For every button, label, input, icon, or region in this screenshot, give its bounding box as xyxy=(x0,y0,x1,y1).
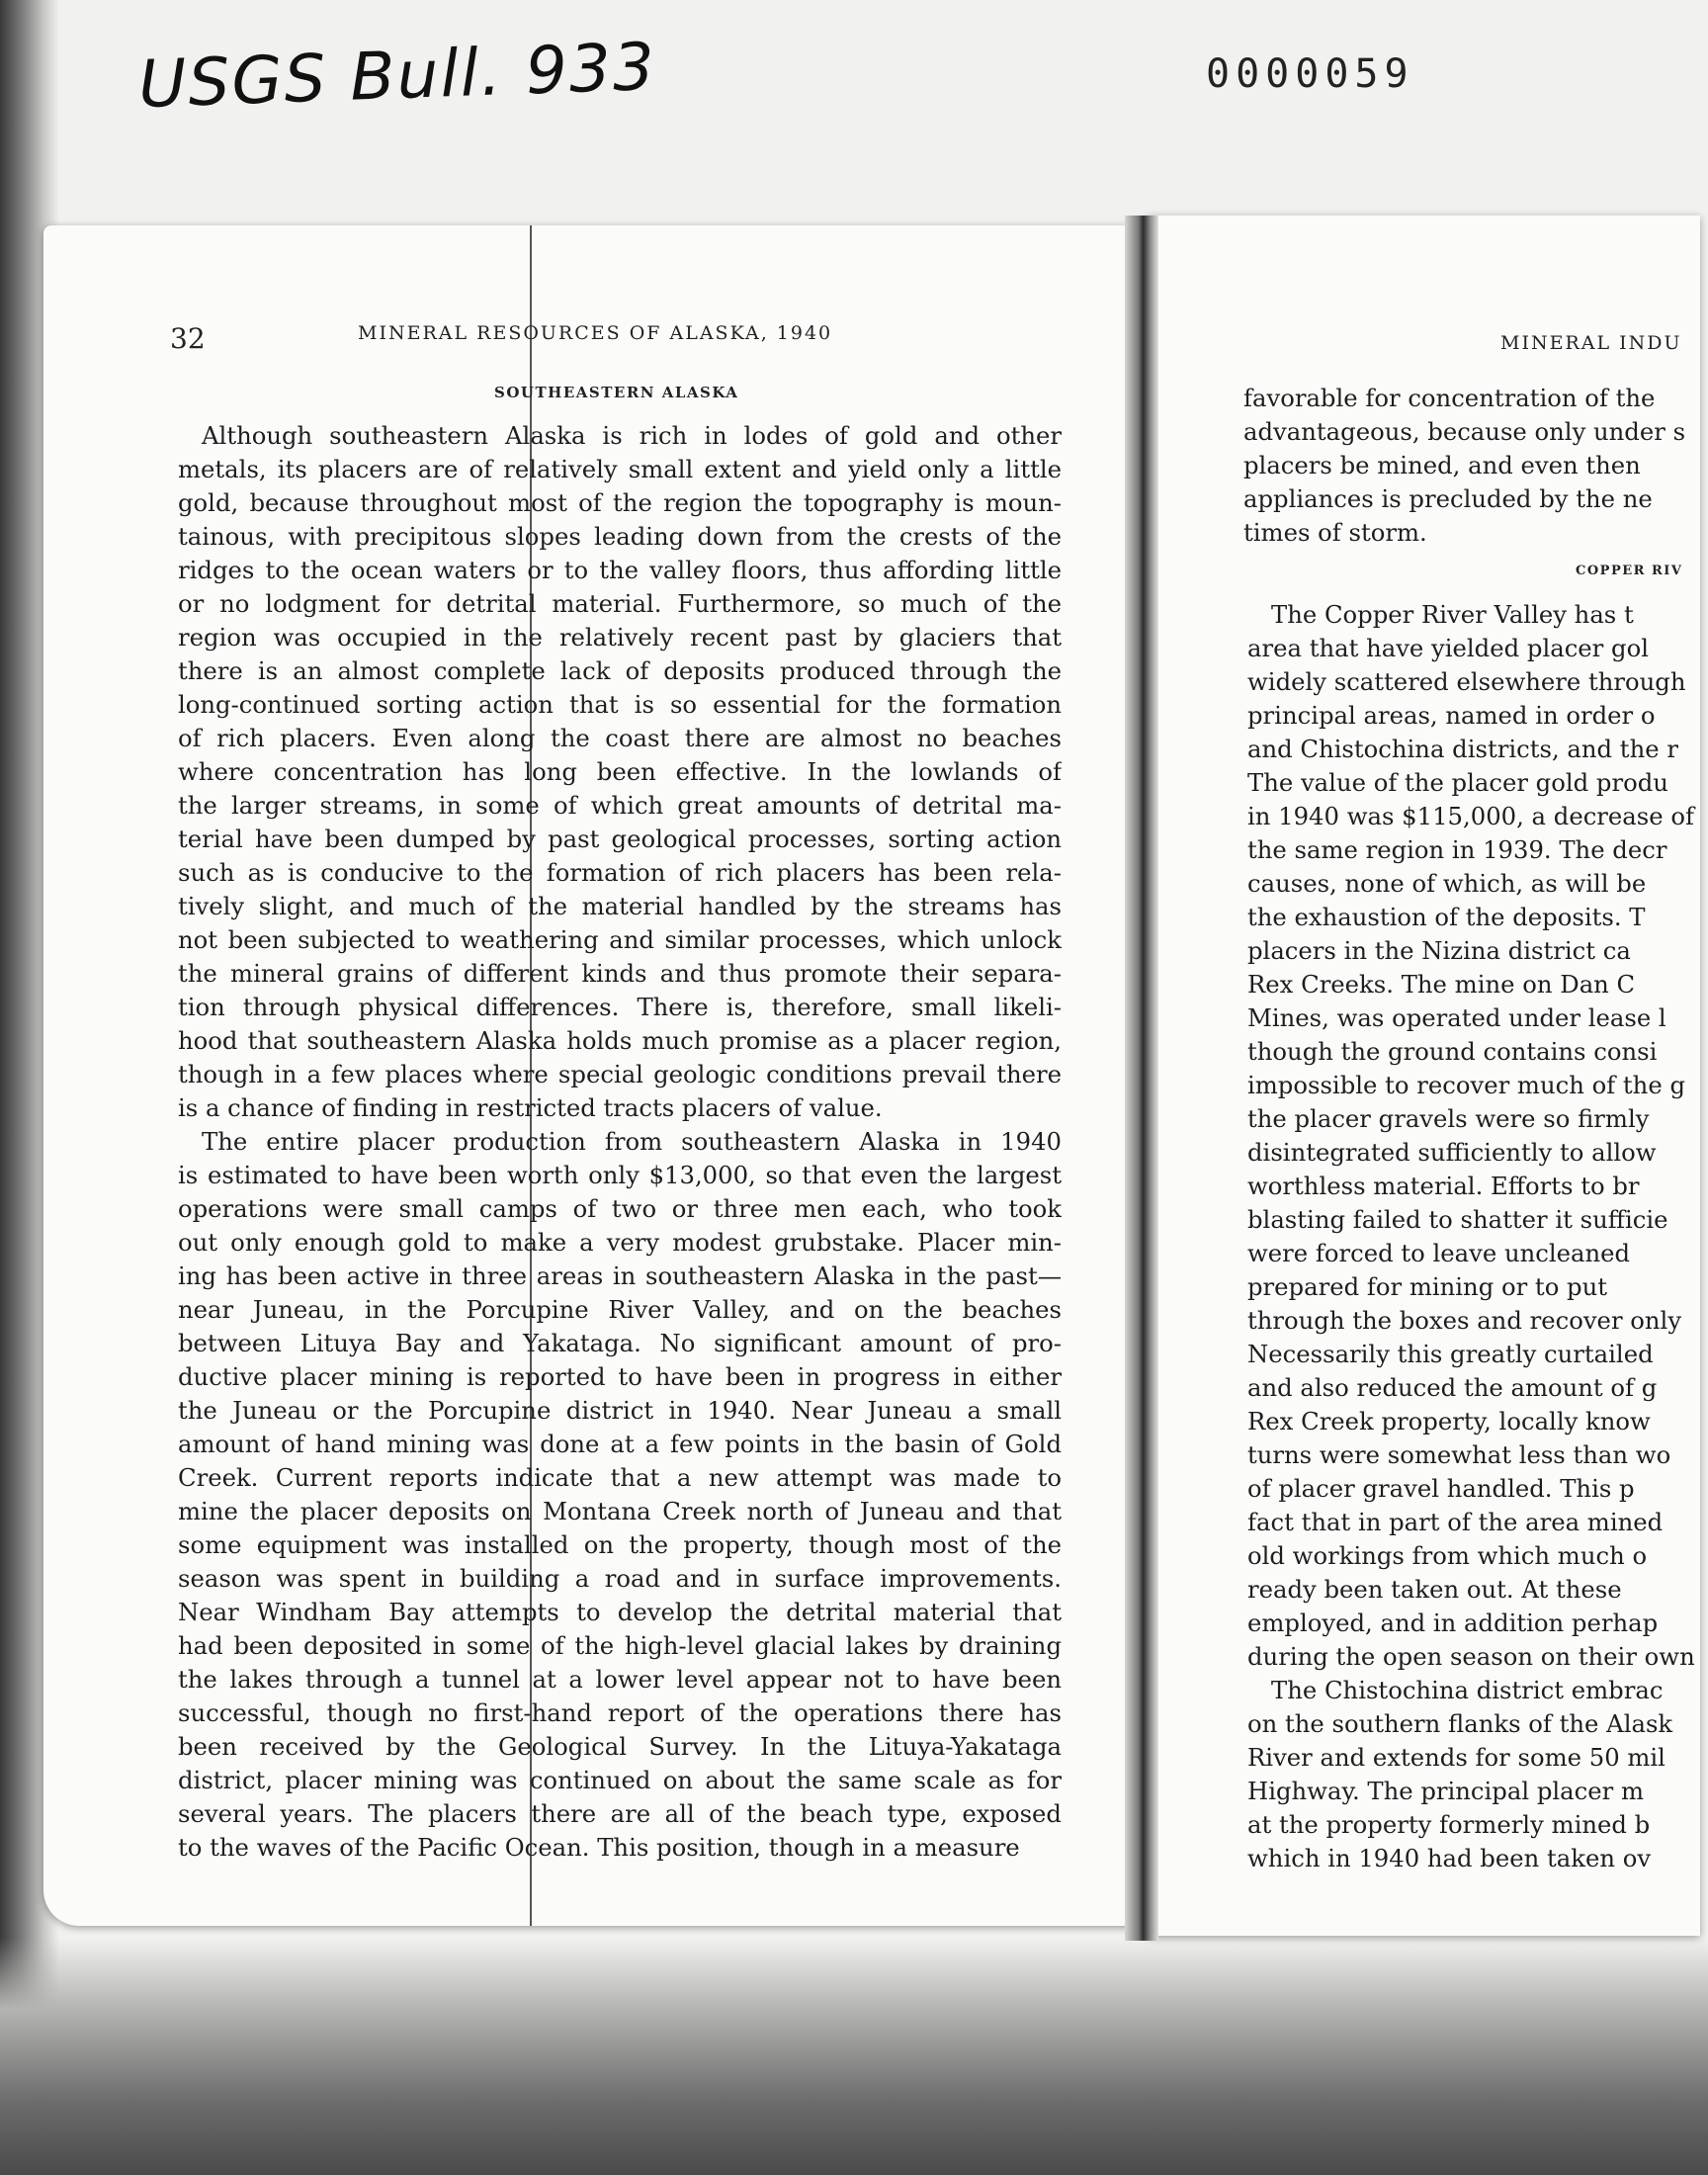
text-line: ductive placer mining is reported to have been in progress in either xyxy=(178,1362,1062,1391)
text-line: which in 1940 had been taken ov xyxy=(1247,1844,1652,1872)
text-line: region was occupied in the relatively recent past by glaciers that xyxy=(178,623,1062,652)
text-line: The Copper River Valley has t xyxy=(1271,600,1634,629)
text-line: at the property formerly mined b xyxy=(1247,1810,1651,1839)
text-line: prepared for mining or to put xyxy=(1247,1272,1608,1301)
document-stamp-number: 0000059 xyxy=(1206,51,1414,97)
text-line: favorable for concentration of the xyxy=(1243,384,1656,412)
text-line: principal areas, named in order o xyxy=(1247,701,1656,730)
text-line: Near Windham Bay attempts to develop the detrital material that xyxy=(178,1598,1062,1626)
text-line: ridges to the ocean waters or to the valley floors, thus affording little xyxy=(178,556,1062,584)
text-line: of rich placers. Even along the coast there are almost no beaches xyxy=(178,724,1062,752)
text-line: old workings from which much o xyxy=(1247,1541,1648,1570)
text-line: terial have been dumped by past geological processes, sorting action xyxy=(178,825,1062,853)
text-line: the exhaustion of the deposits. T xyxy=(1247,903,1646,931)
text-line: times of storm. xyxy=(1243,518,1427,547)
text-line: tion through physical differences. There is, therefore, small likeli- xyxy=(178,993,1062,1021)
text-line: employed, and in addition perhap xyxy=(1247,1609,1659,1637)
text-line: amount of hand mining was done at a few points in the basin of Gold xyxy=(178,1430,1062,1458)
text-line: Rex Creek property, locally know xyxy=(1247,1407,1651,1436)
text-line: where concentration has long been effective. In the lowlands of xyxy=(178,757,1062,786)
text-line: successful, though no first-hand report of the operations there has xyxy=(178,1698,1062,1727)
text-line: in 1940 was $115,000, a decrease of xyxy=(1247,802,1694,830)
text-line: had been deposited in some of the high-level glacial lakes by draining xyxy=(178,1631,1062,1660)
text-line: were forced to leave uncleaned xyxy=(1247,1239,1631,1267)
text-line: long-continued sorting action that is so essential for the formation xyxy=(178,690,1062,719)
text-line: near Juneau, in the Porcupine River Valley, and on the beaches xyxy=(178,1295,1062,1324)
text-line: turns were somewhat less than wo xyxy=(1247,1440,1671,1469)
text-line: metals, its placers are of relatively small extent and yield only a little xyxy=(178,455,1062,483)
text-line: and Chistochina districts, and the r xyxy=(1247,735,1678,763)
text-line: appliances is precluded by the ne xyxy=(1243,484,1653,513)
text-line: Highway. The principal placer m xyxy=(1247,1777,1645,1805)
section-heading-copper-river: COPPER RIV xyxy=(1576,564,1683,578)
text-line: hood that southeastern Alaska holds much promise as a placer region, xyxy=(178,1026,1062,1055)
text-line: The Chistochina district embrac xyxy=(1271,1676,1664,1704)
scan-bottom-shadow xyxy=(0,1938,1708,2175)
text-line: to the waves of the Pacific Ocean. This position, though in a measure xyxy=(178,1833,1020,1862)
text-line: The value of the placer gold produ xyxy=(1247,768,1668,797)
text-line: worthless material. Efforts to br xyxy=(1247,1172,1640,1200)
text-line: tainous, with precipitous slopes leading down from the crests of the xyxy=(178,522,1062,551)
text-line: there is an almost complete lack of deposits produced through the xyxy=(178,656,1062,685)
text-line: fact that in part of the area mined xyxy=(1247,1508,1664,1536)
text-line: ing has been active in three areas in southeastern Alaska in the past— xyxy=(178,1262,1062,1290)
text-line: several years. The placers there are all of the beach type, exposed xyxy=(178,1799,1062,1828)
text-line: the same region in 1939. The decr xyxy=(1247,835,1667,864)
text-line: Mines, was operated under lease l xyxy=(1247,1003,1666,1032)
text-line: on the southern flanks of the Alask xyxy=(1247,1709,1673,1738)
text-line: widely scattered elsewhere through xyxy=(1247,667,1686,696)
book-gutter xyxy=(1125,216,1158,1941)
text-line: Creek. Current reports indicate that a new attempt was made to xyxy=(178,1463,1062,1492)
text-line: through the boxes and recover only xyxy=(1247,1306,1682,1335)
text-line: not been subjected to weathering and similar processes, which unlock xyxy=(178,925,1062,954)
text-line: been received by the Geological Survey. In the Lituya-Yakataga xyxy=(178,1732,1062,1761)
text-line: River and extends for some 50 mil xyxy=(1247,1743,1665,1772)
text-line: the placer gravels were so firmly xyxy=(1247,1104,1650,1133)
text-line: ready been taken out. At these xyxy=(1247,1575,1622,1604)
text-line: advantageous, because only under s xyxy=(1243,417,1686,446)
text-line: The entire placer production from southeastern Alaska in 1940 xyxy=(202,1127,1062,1156)
text-line: the lakes through a tunnel at a lower level appear not to have been xyxy=(178,1665,1062,1694)
text-line: though in a few places where special geologic conditions prevail there xyxy=(178,1060,1062,1088)
text-line: placers in the Nizina district ca xyxy=(1247,936,1631,965)
section-heading-southeastern: SOUTHEASTERN ALASKA xyxy=(494,384,739,401)
page-number: 32 xyxy=(170,322,206,355)
right-body-text-main xyxy=(1247,598,1698,1875)
text-line: is estimated to have been worth only $13,000, so that even the largest xyxy=(178,1161,1062,1189)
text-line: out only enough gold to make a very modest grubstake. Placer min- xyxy=(178,1228,1062,1257)
text-line: tively slight, and much of the material handled by the streams has xyxy=(178,892,1062,920)
text-line: gold, because throughout most of the region the topography is moun- xyxy=(178,488,1062,517)
text-line: season was spent in building a road and in surface improvements. xyxy=(178,1564,1062,1593)
right-body-text-top xyxy=(1243,382,1698,550)
text-line: though the ground contains consi xyxy=(1247,1037,1658,1066)
text-line: is a chance of finding in restricted tracts placers of value. xyxy=(178,1093,883,1122)
text-line: Rex Creeks. The mine on Dan C xyxy=(1247,970,1636,999)
text-line: between Lituya Bay and Yakataga. No significant amount of pro- xyxy=(178,1329,1062,1357)
text-line: blasting failed to shatter it sufficie xyxy=(1247,1205,1668,1234)
handwritten-annotation: USGS Bull. 933 xyxy=(136,28,658,124)
text-line: Although southeastern Alaska is rich in lodes of gold and other xyxy=(202,421,1062,450)
running-head-right: MINERAL INDU xyxy=(1500,332,1682,354)
text-line: causes, none of which, as will be xyxy=(1247,869,1647,898)
text-line: impossible to recover much of the g xyxy=(1247,1071,1685,1099)
text-line: disintegrated sufficiently to allow xyxy=(1247,1138,1657,1167)
left-body-text xyxy=(178,419,1062,1865)
text-line: mine the placer deposits on Montana Creek north of Juneau and that xyxy=(178,1497,1062,1525)
text-line: the larger streams, in some of which great amounts of detrital ma- xyxy=(178,791,1062,820)
text-line: the mineral grains of different kinds and thus promote their separa- xyxy=(178,959,1062,988)
text-line: such as is conducive to the formation of rich placers has been rela- xyxy=(178,858,1062,887)
text-line: of placer gravel handled. This p xyxy=(1247,1474,1635,1503)
text-line: Necessarily this greatly curtailed xyxy=(1247,1340,1654,1368)
text-line: operations were small camps of two or three men each, who took xyxy=(178,1194,1062,1223)
text-line: some equipment was installed on the property, though most of the xyxy=(178,1530,1062,1559)
text-line: during the open season on their own xyxy=(1247,1642,1695,1671)
text-line: placers be mined, and even then xyxy=(1243,451,1641,479)
text-line: area that have yielded placer gol xyxy=(1247,634,1649,662)
text-line: and also reduced the amount of g xyxy=(1247,1373,1658,1402)
running-head-left: MINERAL RESOURCES OF ALASKA, 1940 xyxy=(358,322,833,344)
text-line: or no lodgment for detrital material. Furthermore, so much of the xyxy=(178,589,1062,618)
text-line: the Juneau or the Porcupine district in 1940. Near Juneau a small xyxy=(178,1396,1062,1425)
text-line: district, placer mining was continued on about the same scale as for xyxy=(178,1766,1062,1794)
